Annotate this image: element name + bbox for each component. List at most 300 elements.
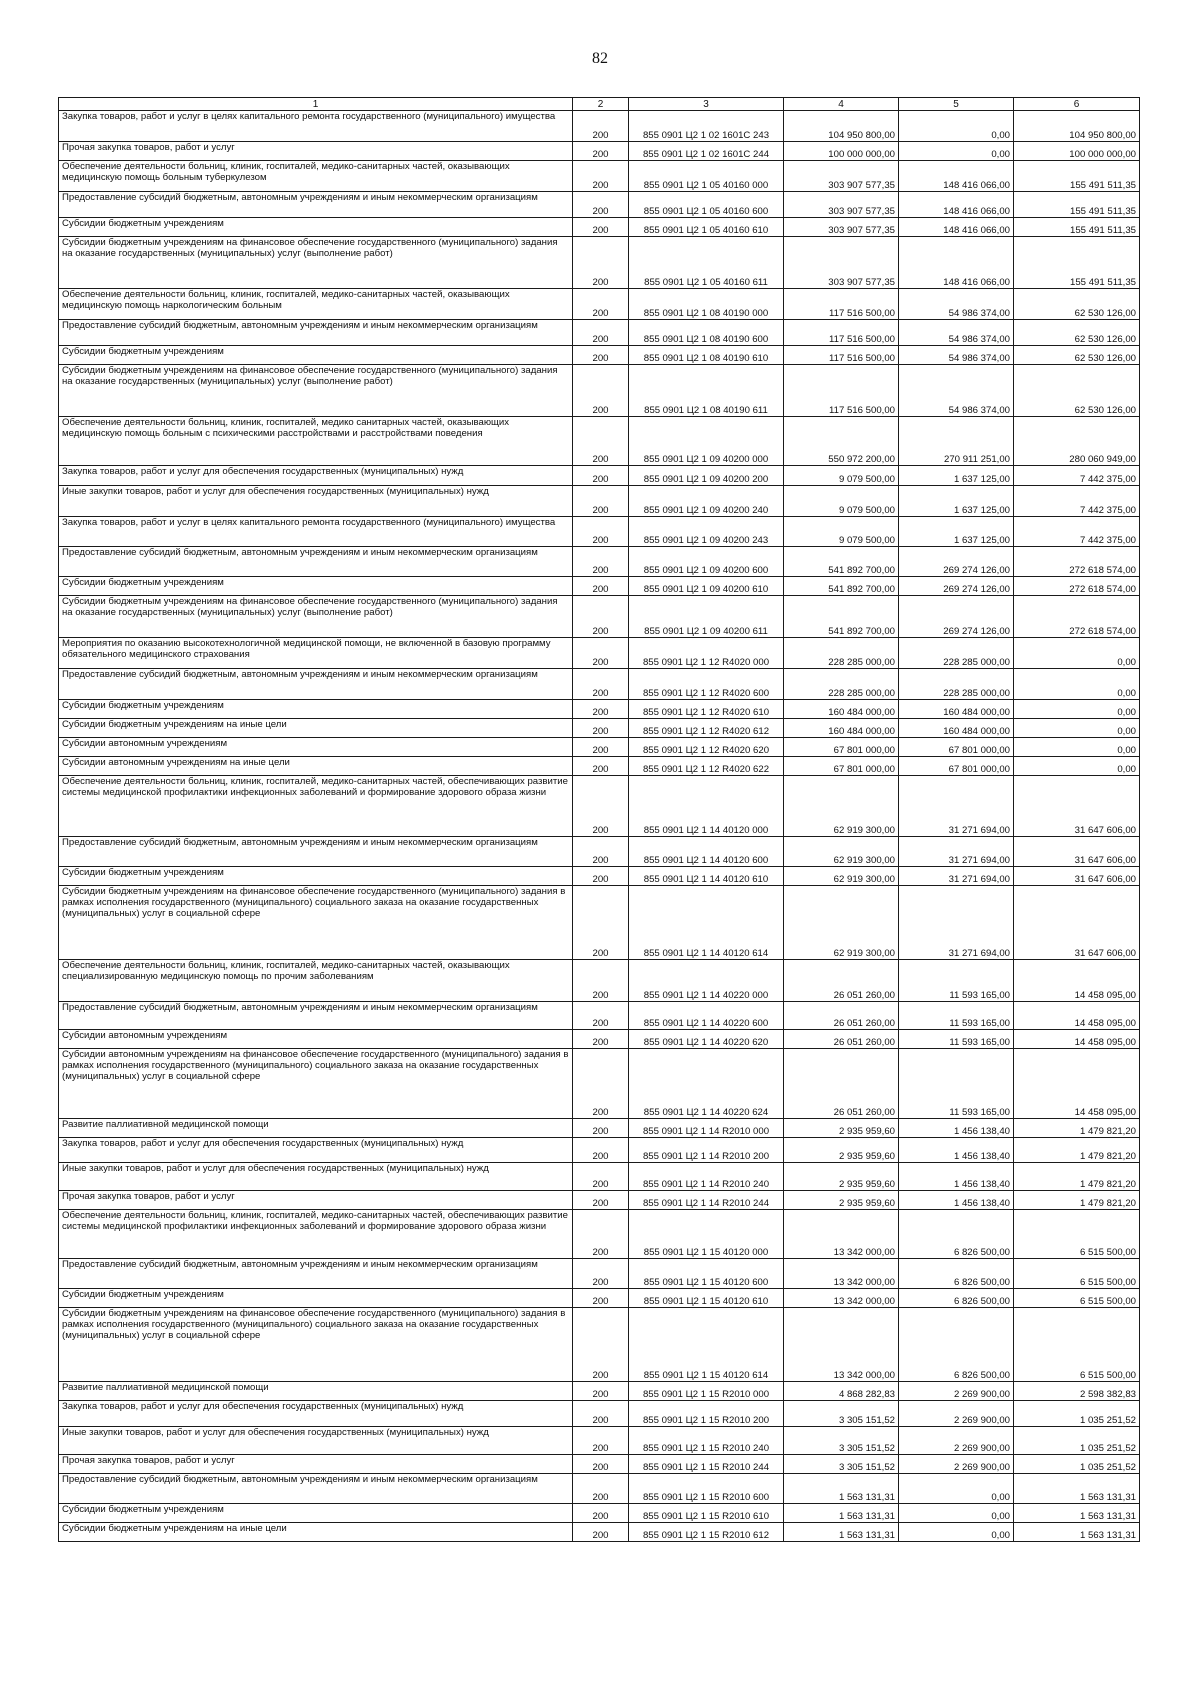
- budget-classification-code: 855 0901 Ц2 1 14 R2010 000: [629, 1119, 784, 1138]
- budget-line-code: 200: [573, 192, 629, 218]
- table-row: [59, 738, 1140, 757]
- amount-col-6: 272 618 574,00: [1014, 577, 1140, 596]
- table-row: [59, 577, 1140, 596]
- budget-item-name: Субсидии бюджетным учреждениям на финансовое обеспечение государственного (муниципального) задания на оказание государственных (муниципальных) услуг (выполнение работ): [59, 237, 573, 289]
- budget-line-code: 200: [573, 596, 629, 638]
- budget-classification-code: 855 0901 Ц2 1 05 40160 611: [629, 237, 784, 289]
- budget-classification-code: 855 0901 Ц2 1 08 40190 000: [629, 289, 784, 320]
- amount-col-4: 1 563 131,31: [784, 1523, 899, 1542]
- amount-col-5: 228 285 000,00: [899, 669, 1014, 700]
- amount-col-4: 4 868 282,83: [784, 1382, 899, 1401]
- budget-line-code: 200: [573, 517, 629, 547]
- budget-item-name: Иные закупки товаров, работ и услуг для обеспечения государственных (муниципальных) нужд: [59, 1427, 573, 1455]
- amount-col-4: 303 907 577,35: [784, 192, 899, 218]
- column-header: 6: [1014, 98, 1140, 111]
- amount-col-4: 62 919 300,00: [784, 886, 899, 960]
- amount-col-4: 26 051 260,00: [784, 1002, 899, 1030]
- amount-col-5: 54 986 374,00: [899, 346, 1014, 365]
- table-row: [59, 346, 1140, 365]
- budget-line-code: 200: [573, 218, 629, 237]
- amount-col-6: 155 491 511,35: [1014, 192, 1140, 218]
- table-row: [59, 289, 1140, 320]
- budget-line-code: 200: [573, 111, 629, 142]
- amount-col-5: 1 637 125,00: [899, 517, 1014, 547]
- amount-col-4: 303 907 577,35: [784, 161, 899, 192]
- amount-col-5: 31 271 694,00: [899, 776, 1014, 837]
- table-row: [59, 1289, 1140, 1308]
- amount-col-4: 26 051 260,00: [784, 1049, 899, 1119]
- amount-col-4: 9 079 500,00: [784, 466, 899, 486]
- budget-item-name: Закупка товаров, работ и услуг для обеспечения государственных (муниципальных) нужд: [59, 1138, 573, 1163]
- budget-classification-code: 855 0901 Ц2 1 14 40220 600: [629, 1002, 784, 1030]
- table-row: [59, 111, 1140, 142]
- amount-col-5: 11 593 165,00: [899, 1002, 1014, 1030]
- budget-line-code: 200: [573, 738, 629, 757]
- amount-col-5: 0,00: [899, 1504, 1014, 1523]
- amount-col-5: 11 593 165,00: [899, 1030, 1014, 1049]
- amount-col-5: 0,00: [899, 1523, 1014, 1542]
- budget-item-name: Субсидии бюджетным учреждениям на финансовое обеспечение государственного (муниципального) задания в рамках исполнения государственного (муниципального) социального заказа на оказание государственных (муниципальных) услуг в социальной сфере: [59, 886, 573, 960]
- table-row: [59, 218, 1140, 237]
- budget-line-code: 200: [573, 1259, 629, 1289]
- amount-col-4: 541 892 700,00: [784, 596, 899, 638]
- amount-col-6: 1 035 251,52: [1014, 1455, 1140, 1474]
- amount-col-6: 6 515 500,00: [1014, 1259, 1140, 1289]
- amount-col-4: 100 000 000,00: [784, 142, 899, 161]
- amount-col-4: 2 935 959,60: [784, 1191, 899, 1210]
- budget-item-name: Иные закупки товаров, работ и услуг для обеспечения государственных (муниципальных) нужд: [59, 1163, 573, 1191]
- amount-col-4: 62 919 300,00: [784, 867, 899, 886]
- amount-col-6: 6 515 500,00: [1014, 1210, 1140, 1259]
- budget-classification-code: 855 0901 Ц2 1 14 40220 624: [629, 1049, 784, 1119]
- budget-line-code: 200: [573, 1427, 629, 1455]
- budget-classification-code: 855 0901 Ц2 1 12 R4020 612: [629, 719, 784, 738]
- amount-col-4: 1 563 131,31: [784, 1474, 899, 1504]
- amount-col-6: 14 458 095,00: [1014, 1049, 1140, 1119]
- budget-classification-code: 855 0901 Ц2 1 12 R4020 622: [629, 757, 784, 776]
- budget-item-name: Субсидии бюджетным учреждениям: [59, 577, 573, 596]
- amount-col-4: 117 516 500,00: [784, 320, 899, 346]
- amount-col-4: 117 516 500,00: [784, 346, 899, 365]
- budget-classification-code: 855 0901 Ц2 1 14 40120 600: [629, 837, 784, 867]
- table-row: [59, 1455, 1140, 1474]
- amount-col-5: 54 986 374,00: [899, 365, 1014, 417]
- amount-col-5: 6 826 500,00: [899, 1289, 1014, 1308]
- amount-col-6: 1 479 821,20: [1014, 1191, 1140, 1210]
- table-row: [59, 837, 1140, 867]
- budget-line-code: 200: [573, 757, 629, 776]
- amount-col-4: 541 892 700,00: [784, 547, 899, 577]
- table-row: [59, 700, 1140, 719]
- amount-col-4: 26 051 260,00: [784, 960, 899, 1002]
- budget-item-name: Мероприятия по оказанию высокотехнологичной медицинской помощи, не включенной в базовую программу обязательного медицинского страхования: [59, 638, 573, 669]
- column-number-row: [59, 98, 1140, 111]
- budget-item-name: Субсидии автономным учреждениям: [59, 1030, 573, 1049]
- amount-col-4: 13 342 000,00: [784, 1289, 899, 1308]
- amount-col-4: 3 305 151,52: [784, 1455, 899, 1474]
- budget-classification-code: 855 0901 Ц2 1 09 40200 600: [629, 547, 784, 577]
- budget-line-code: 200: [573, 142, 629, 161]
- budget-item-name: Субсидии бюджетным учреждениям на финансовое обеспечение государственного (муниципального) задания на оказание государственных (муниципальных) услуг (выполнение работ): [59, 596, 573, 638]
- amount-col-4: 303 907 577,35: [784, 237, 899, 289]
- budget-classification-code: 855 0901 Ц2 1 08 40190 610: [629, 346, 784, 365]
- budget-classification-code: 855 0901 Ц2 1 12 R4020 610: [629, 700, 784, 719]
- amount-col-4: 550 972 200,00: [784, 417, 899, 466]
- amount-col-6: 1 563 131,31: [1014, 1474, 1140, 1504]
- budget-item-name: Предоставление субсидий бюджетным, автономным учреждениям и иным некоммерческим организациям: [59, 1259, 573, 1289]
- amount-col-5: 1 456 138,40: [899, 1119, 1014, 1138]
- amount-col-5: 67 801 000,00: [899, 757, 1014, 776]
- budget-item-name: Субсидии автономным учреждениям: [59, 738, 573, 757]
- amount-col-4: 9 079 500,00: [784, 486, 899, 517]
- amount-col-4: 2 935 959,60: [784, 1119, 899, 1138]
- amount-col-6: 14 458 095,00: [1014, 960, 1140, 1002]
- amount-col-5: 270 911 251,00: [899, 417, 1014, 466]
- budget-item-name: Обеспечение деятельности больниц, клиник, госпиталей, медико санитарных частей, оказывающих медицинскую помощь больным с психическими расстройствами и расстройствами поведения: [59, 417, 573, 466]
- budget-item-name: Предоставление субсидий бюджетным, автономным учреждениям и иным некоммерческим организациям: [59, 320, 573, 346]
- budget-line-code: 200: [573, 1030, 629, 1049]
- table-row: [59, 192, 1140, 218]
- table-row: [59, 1427, 1140, 1455]
- budget-line-code: 200: [573, 1119, 629, 1138]
- budget-item-name: Предоставление субсидий бюджетным, автономным учреждениям и иным некоммерческим организациям: [59, 669, 573, 700]
- amount-col-4: 104 950 800,00: [784, 111, 899, 142]
- amount-col-5: 6 826 500,00: [899, 1259, 1014, 1289]
- table-row: [59, 757, 1140, 776]
- budget-line-code: 200: [573, 289, 629, 320]
- amount-col-5: 1 637 125,00: [899, 466, 1014, 486]
- budget-item-name: Прочая закупка товаров, работ и услуг: [59, 1191, 573, 1210]
- budget-classification-code: 855 0901 Ц2 1 15 R2010 200: [629, 1401, 784, 1427]
- budget-line-code: 200: [573, 365, 629, 417]
- budget-item-name: Предоставление субсидий бюджетным, автономным учреждениям и иным некоммерческим организациям: [59, 192, 573, 218]
- budget-item-name: Закупка товаров, работ и услуг в целях капитального ремонта государственного (муниципального) имущества: [59, 111, 573, 142]
- amount-col-4: 62 919 300,00: [784, 837, 899, 867]
- column-header: 5: [899, 98, 1014, 111]
- amount-col-5: 269 274 126,00: [899, 547, 1014, 577]
- budget-line-code: 200: [573, 837, 629, 867]
- amount-col-4: 303 907 577,35: [784, 218, 899, 237]
- amount-col-6: 272 618 574,00: [1014, 596, 1140, 638]
- budget-line-code: 200: [573, 1002, 629, 1030]
- table-row: [59, 669, 1140, 700]
- budget-line-code: 200: [573, 1049, 629, 1119]
- amount-col-6: 62 530 126,00: [1014, 346, 1140, 365]
- budget-classification-code: 855 0901 Ц2 1 12 R4020 620: [629, 738, 784, 757]
- amount-col-5: 54 986 374,00: [899, 289, 1014, 320]
- amount-col-5: 148 416 066,00: [899, 237, 1014, 289]
- budget-item-name: Предоставление субсидий бюджетным, автономным учреждениям и иным некоммерческим организациям: [59, 1002, 573, 1030]
- amount-col-5: 6 826 500,00: [899, 1308, 1014, 1382]
- budget-line-code: 200: [573, 320, 629, 346]
- budget-item-name: Предоставление субсидий бюджетным, автономным учреждениям и иным некоммерческим организациям: [59, 547, 573, 577]
- budget-line-code: 200: [573, 867, 629, 886]
- table-row: [59, 517, 1140, 547]
- table-row: [59, 417, 1140, 466]
- amount-col-5: 0,00: [899, 111, 1014, 142]
- amount-col-5: 1 456 138,40: [899, 1138, 1014, 1163]
- budget-line-code: 200: [573, 776, 629, 837]
- budget-line-code: 200: [573, 466, 629, 486]
- amount-col-5: 54 986 374,00: [899, 320, 1014, 346]
- table-row: [59, 719, 1140, 738]
- amount-col-6: 6 515 500,00: [1014, 1308, 1140, 1382]
- amount-col-4: 13 342 000,00: [784, 1308, 899, 1382]
- amount-col-5: 1 456 138,40: [899, 1163, 1014, 1191]
- amount-col-6: 1 563 131,31: [1014, 1523, 1140, 1542]
- amount-col-4: 117 516 500,00: [784, 365, 899, 417]
- budget-line-code: 200: [573, 486, 629, 517]
- amount-col-6: 100 000 000,00: [1014, 142, 1140, 161]
- amount-col-6: 14 458 095,00: [1014, 1002, 1140, 1030]
- budget-item-name: Субсидии бюджетным учреждениям: [59, 1504, 573, 1523]
- budget-classification-code: 855 0901 Ц2 1 12 R4020 600: [629, 669, 784, 700]
- budget-line-code: 200: [573, 547, 629, 577]
- budget-item-name: Субсидии бюджетным учреждениям на финансовое обеспечение государственного (муниципального) задания на оказание государственных (муниципальных) услуг (выполнение работ): [59, 365, 573, 417]
- budget-line-code: 200: [573, 346, 629, 365]
- budget-classification-code: 855 0901 Ц2 1 12 R4020 000: [629, 638, 784, 669]
- budget-item-name: Субсидии бюджетным учреждениям: [59, 700, 573, 719]
- budget-line-code: 200: [573, 161, 629, 192]
- amount-col-6: 7 442 375,00: [1014, 466, 1140, 486]
- amount-col-4: 3 305 151,52: [784, 1427, 899, 1455]
- budget-classification-code: 855 0901 Ц2 1 09 40200 240: [629, 486, 784, 517]
- budget-classification-code: 855 0901 Ц2 1 09 40200 200: [629, 466, 784, 486]
- amount-col-5: 148 416 066,00: [899, 218, 1014, 237]
- budget-item-name: Прочая закупка товаров, работ и услуг: [59, 142, 573, 161]
- amount-col-4: 228 285 000,00: [784, 669, 899, 700]
- amount-col-6: 1 479 821,20: [1014, 1163, 1140, 1191]
- budget-line-code: 200: [573, 700, 629, 719]
- amount-col-4: 67 801 000,00: [784, 738, 899, 757]
- budget-item-name: Субсидии бюджетным учреждениям на иные цели: [59, 719, 573, 738]
- budget-line-code: 200: [573, 1308, 629, 1382]
- budget-item-name: Обеспечение деятельности больниц, клиник, госпиталей, медико-санитарных частей, оказывающих медицинскую помощь наркологическим больным: [59, 289, 573, 320]
- table-row: [59, 1474, 1140, 1504]
- amount-col-5: 1 637 125,00: [899, 486, 1014, 517]
- amount-col-6: 155 491 511,35: [1014, 218, 1140, 237]
- amount-col-6: 7 442 375,00: [1014, 517, 1140, 547]
- amount-col-5: 31 271 694,00: [899, 837, 1014, 867]
- table-row: [59, 1138, 1140, 1163]
- table-row: [59, 1259, 1140, 1289]
- amount-col-4: 2 935 959,60: [784, 1138, 899, 1163]
- budget-classification-code: 855 0901 Ц2 1 15 40120 614: [629, 1308, 784, 1382]
- table-row: [59, 1308, 1140, 1382]
- table-row: [59, 1049, 1140, 1119]
- amount-col-4: 62 919 300,00: [784, 776, 899, 837]
- budget-classification-code: 855 0901 Ц2 1 15 R2010 244: [629, 1455, 784, 1474]
- amount-col-6: 1 035 251,52: [1014, 1401, 1140, 1427]
- budget-classification-code: 855 0901 Ц2 1 05 40160 000: [629, 161, 784, 192]
- amount-col-4: 117 516 500,00: [784, 289, 899, 320]
- budget-classification-code: 855 0901 Ц2 1 05 40160 610: [629, 218, 784, 237]
- budget-line-code: 200: [573, 1455, 629, 1474]
- amount-col-4: 13 342 000,00: [784, 1259, 899, 1289]
- budget-line-code: 200: [573, 1504, 629, 1523]
- amount-col-4: 3 305 151,52: [784, 1401, 899, 1427]
- amount-col-5: 228 285 000,00: [899, 638, 1014, 669]
- budget-item-name: Прочая закупка товаров, работ и услуг: [59, 1455, 573, 1474]
- amount-col-6: 0,00: [1014, 700, 1140, 719]
- budget-classification-code: 855 0901 Ц2 1 14 40120 610: [629, 867, 784, 886]
- amount-col-4: 67 801 000,00: [784, 757, 899, 776]
- column-header: 4: [784, 98, 899, 111]
- amount-col-6: 62 530 126,00: [1014, 289, 1140, 320]
- table-row: [59, 886, 1140, 960]
- amount-col-6: 6 515 500,00: [1014, 1289, 1140, 1308]
- budget-classification-code: 855 0901 Ц2 1 08 40190 611: [629, 365, 784, 417]
- amount-col-5: 1 456 138,40: [899, 1191, 1014, 1210]
- table-row: [59, 1504, 1140, 1523]
- column-header: 1: [59, 98, 573, 111]
- amount-col-5: 2 269 900,00: [899, 1427, 1014, 1455]
- amount-col-6: 0,00: [1014, 669, 1140, 700]
- budget-classification-code: 855 0901 Ц2 1 02 1601С 243: [629, 111, 784, 142]
- amount-col-5: 11 593 165,00: [899, 1049, 1014, 1119]
- budget-line-code: 200: [573, 1474, 629, 1504]
- amount-col-6: 7 442 375,00: [1014, 486, 1140, 517]
- table-row: [59, 1382, 1140, 1401]
- budget-line-code: 200: [573, 960, 629, 1002]
- budget-item-name: Субсидии бюджетным учреждениям: [59, 346, 573, 365]
- amount-col-6: 104 950 800,00: [1014, 111, 1140, 142]
- budget-classification-code: 855 0901 Ц2 1 14 40220 000: [629, 960, 784, 1002]
- table-row: [59, 237, 1140, 289]
- amount-col-4: 228 285 000,00: [784, 638, 899, 669]
- budget-item-name: Предоставление субсидий бюджетным, автономным учреждениям и иным некоммерческим организациям: [59, 1474, 573, 1504]
- budget-item-name: Субсидии бюджетным учреждениям: [59, 867, 573, 886]
- budget-item-name: Субсидии бюджетным учреждениям на финансовое обеспечение государственного (муниципального) задания в рамках исполнения государственного (муниципального) социального заказа на оказание государственных (муниципальных) услуг в социальной сфере: [59, 1308, 573, 1382]
- amount-col-6: 2 598 382,83: [1014, 1382, 1140, 1401]
- table-row: [59, 1401, 1140, 1427]
- amount-col-5: 67 801 000,00: [899, 738, 1014, 757]
- budget-item-name: Обеспечение деятельности больниц, клиник, госпиталей, медико-санитарных частей, оказывающих медицинскую помощь больным туберкулезом: [59, 161, 573, 192]
- budget-item-name: Субсидии бюджетным учреждениям: [59, 218, 573, 237]
- table-row: [59, 1210, 1140, 1259]
- column-header: 3: [629, 98, 784, 111]
- table-row: [59, 142, 1140, 161]
- amount-col-5: 0,00: [899, 142, 1014, 161]
- table-row: [59, 1002, 1140, 1030]
- amount-col-5: 269 274 126,00: [899, 577, 1014, 596]
- amount-col-5: 160 484 000,00: [899, 700, 1014, 719]
- amount-col-6: 14 458 095,00: [1014, 1030, 1140, 1049]
- amount-col-6: 31 647 606,00: [1014, 776, 1140, 837]
- table-row: [59, 1030, 1140, 1049]
- table-row: [59, 1191, 1140, 1210]
- amount-col-6: 155 491 511,35: [1014, 237, 1140, 289]
- amount-col-4: 160 484 000,00: [784, 700, 899, 719]
- budget-classification-code: 855 0901 Ц2 1 15 R2010 612: [629, 1523, 784, 1542]
- table-row: [59, 466, 1140, 486]
- budget-item-name: Субсидии бюджетным учреждениям на иные цели: [59, 1523, 573, 1542]
- budget-classification-code: 855 0901 Ц2 1 08 40190 600: [629, 320, 784, 346]
- budget-classification-code: 855 0901 Ц2 1 09 40200 000: [629, 417, 784, 466]
- budget-line-code: 200: [573, 1163, 629, 1191]
- budget-item-name: Субсидии автономным учреждениям на финансовое обеспечение государственного (муниципального) задания в рамках исполнения государственного (муниципального) социального заказа на оказание государственных (муниципальных) услуг в социальной сфере: [59, 1049, 573, 1119]
- amount-col-6: 0,00: [1014, 757, 1140, 776]
- table-row: [59, 638, 1140, 669]
- table-row: [59, 776, 1140, 837]
- amount-col-5: 11 593 165,00: [899, 960, 1014, 1002]
- amount-col-5: 2 269 900,00: [899, 1455, 1014, 1474]
- amount-col-6: 62 530 126,00: [1014, 320, 1140, 346]
- budget-item-name: Закупка товаров, работ и услуг в целях капитального ремонта государственного (муниципального) имущества: [59, 517, 573, 547]
- amount-col-6: 155 491 511,35: [1014, 161, 1140, 192]
- budget-line-code: 200: [573, 669, 629, 700]
- table-row: [59, 161, 1140, 192]
- table-row: [59, 1523, 1140, 1542]
- budget-item-name: Развитие паллиативной медицинской помощи: [59, 1382, 573, 1401]
- amount-col-6: 1 563 131,31: [1014, 1504, 1140, 1523]
- budget-item-name: Обеспечение деятельности больниц, клиник, госпиталей, медико-санитарных частей, обеспечивающих развитие системы медицинской профилактики инфекционных заболеваний и формирование здорового образа жизни: [59, 776, 573, 837]
- budget-classification-code: 855 0901 Ц2 1 14 40220 620: [629, 1030, 784, 1049]
- budget-line-code: 200: [573, 1523, 629, 1542]
- amount-col-5: 31 271 694,00: [899, 867, 1014, 886]
- amount-col-4: 160 484 000,00: [784, 719, 899, 738]
- budget-line-code: 200: [573, 1382, 629, 1401]
- budget-line-code: 200: [573, 719, 629, 738]
- budget-classification-code: 855 0901 Ц2 1 09 40200 243: [629, 517, 784, 547]
- budget-item-name: Развитие паллиативной медицинской помощи: [59, 1119, 573, 1138]
- amount-col-6: 31 647 606,00: [1014, 837, 1140, 867]
- budget-line-code: 200: [573, 417, 629, 466]
- budget-classification-code: 855 0901 Ц2 1 15 R2010 600: [629, 1474, 784, 1504]
- table-row: [59, 320, 1140, 346]
- amount-col-6: 272 618 574,00: [1014, 547, 1140, 577]
- amount-col-5: 148 416 066,00: [899, 192, 1014, 218]
- amount-col-5: 2 269 900,00: [899, 1401, 1014, 1427]
- budget-line-code: 200: [573, 886, 629, 960]
- budget-classification-code: 855 0901 Ц2 1 09 40200 611: [629, 596, 784, 638]
- budget-classification-code: 855 0901 Ц2 1 15 R2010 610: [629, 1504, 784, 1523]
- amount-col-4: 13 342 000,00: [784, 1210, 899, 1259]
- table-row: [59, 1163, 1140, 1191]
- budget-item-name: Субсидии автономным учреждениям на иные цели: [59, 757, 573, 776]
- amount-col-6: 1 035 251,52: [1014, 1427, 1140, 1455]
- table-row: [59, 547, 1140, 577]
- amount-col-6: 31 647 606,00: [1014, 886, 1140, 960]
- budget-line-code: 200: [573, 237, 629, 289]
- amount-col-5: 6 826 500,00: [899, 1210, 1014, 1259]
- budget-classification-code: 855 0901 Ц2 1 15 40120 610: [629, 1289, 784, 1308]
- budget-classification-code: 855 0901 Ц2 1 14 40120 000: [629, 776, 784, 837]
- budget-line-code: 200: [573, 577, 629, 596]
- table-body: [59, 111, 1140, 1542]
- amount-col-6: 62 530 126,00: [1014, 365, 1140, 417]
- budget-line-code: 200: [573, 1191, 629, 1210]
- budget-table: [58, 97, 1140, 1542]
- budget-line-code: 200: [573, 1401, 629, 1427]
- budget-item-name: Иные закупки товаров, работ и услуг для обеспечения государственных (муниципальных) нужд: [59, 486, 573, 517]
- amount-col-5: 160 484 000,00: [899, 719, 1014, 738]
- table-row: [59, 1119, 1140, 1138]
- budget-classification-code: 855 0901 Ц2 1 02 1601С 244: [629, 142, 784, 161]
- amount-col-5: 2 269 900,00: [899, 1382, 1014, 1401]
- table-row: [59, 596, 1140, 638]
- amount-col-6: 0,00: [1014, 719, 1140, 738]
- amount-col-6: 31 647 606,00: [1014, 867, 1140, 886]
- budget-classification-code: 855 0901 Ц2 1 14 40120 614: [629, 886, 784, 960]
- budget-line-code: 200: [573, 1210, 629, 1259]
- budget-classification-code: 855 0901 Ц2 1 05 40160 600: [629, 192, 784, 218]
- budget-item-name: Обеспечение деятельности больниц, клиник, госпиталей, медико-санитарных частей, оказывающих специализированную медицинскую помощь по прочим заболеваниям: [59, 960, 573, 1002]
- budget-classification-code: 855 0901 Ц2 1 14 R2010 240: [629, 1163, 784, 1191]
- budget-line-code: 200: [573, 638, 629, 669]
- table-row: [59, 960, 1140, 1002]
- table-row: [59, 365, 1140, 417]
